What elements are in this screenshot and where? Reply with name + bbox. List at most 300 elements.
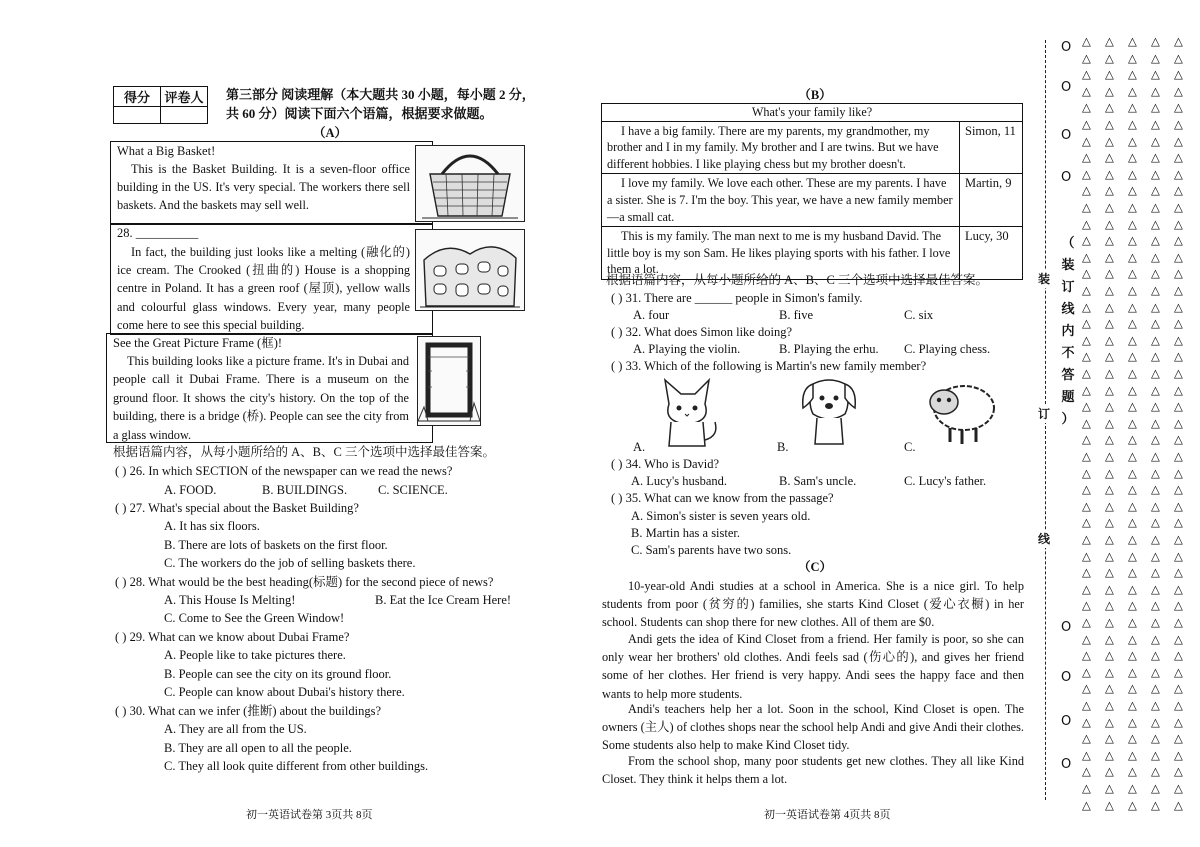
triangle-mark: △	[1174, 133, 1183, 148]
triangle-mark: △	[1128, 747, 1137, 762]
triangle-mark: △	[1082, 166, 1091, 181]
triangle-mark: △	[1105, 648, 1114, 663]
triangle-mark: △	[1082, 465, 1091, 480]
triangle-mark: △	[1151, 233, 1160, 248]
q31-option-b[interactable]: B. five	[779, 308, 814, 322]
triangle-mark: △	[1128, 515, 1137, 530]
q30-option-b[interactable]: B. They are all open to all the people.	[164, 741, 352, 755]
triangle-mark: △	[1174, 532, 1183, 546]
triangle-mark: △	[1105, 465, 1114, 480]
triangle-mark: △	[1082, 399, 1091, 414]
triangle-mark: △	[1105, 117, 1114, 131]
triangle-mark: △	[1082, 266, 1091, 281]
triangle-mark: △	[1151, 183, 1160, 198]
triangle-mark: △	[1151, 598, 1160, 613]
triangle-mark: △	[1082, 747, 1091, 762]
triangle-mark: △	[1174, 449, 1183, 463]
triangle-mark: △	[1151, 465, 1160, 480]
triangle-mark: △	[1082, 698, 1091, 712]
triangle-mark: △	[1174, 797, 1183, 812]
triangle-mark: △	[1174, 399, 1183, 414]
q34-option-a[interactable]: A. Lucy's husband.	[631, 474, 727, 488]
q26-option-a[interactable]: A. FOOD.	[164, 483, 217, 497]
q29-option-a[interactable]: A. People like to take pictures there.	[164, 648, 346, 662]
binding-char: 内	[1061, 323, 1075, 338]
triangle-mark: △	[1082, 498, 1091, 513]
binding-side-char: 线	[1038, 532, 1051, 546]
triangle-mark: △	[1105, 83, 1114, 98]
triangle-mark: △	[1105, 698, 1114, 712]
q35-option-b[interactable]: B. Martin has a sister.	[631, 526, 741, 540]
dog-image[interactable]	[797, 374, 863, 448]
q33-option-a[interactable]: A.	[633, 440, 646, 454]
triangle-mark: △	[1174, 50, 1183, 65]
question-26[interactable]: ( ) 26. In which SECTION of the newspaper can we read the news?	[115, 464, 453, 478]
triangle-mark: △	[1105, 332, 1114, 347]
triangle-mark: △	[1105, 166, 1114, 181]
triangle-mark: △	[1128, 266, 1137, 281]
triangle-mark: △	[1174, 548, 1183, 563]
table-row	[602, 121, 1023, 174]
triangle-mark: △	[1151, 681, 1160, 696]
triangle-mark: △	[1128, 449, 1137, 463]
triangle-mark: △	[1174, 216, 1183, 231]
box3-text: This building looks like a picture frame. It's in Dubai and people call it Dubai Frame. There is a museum on the ground floor. It shows the city's history. On the top of the building, there is a bridge (桥). People can see the city from a glass window.	[113, 354, 409, 442]
triangle-mark: △	[1105, 266, 1114, 281]
triangle-mark: △	[1128, 498, 1137, 513]
q34-option-b[interactable]: B. Sam's uncle.	[779, 474, 857, 488]
triangle-mark: △	[1128, 133, 1137, 148]
triangle-mark: △	[1105, 432, 1114, 447]
triangle-mark: △	[1105, 67, 1114, 82]
triangle-mark: △	[1128, 34, 1137, 48]
triangle-mark: △	[1128, 764, 1137, 779]
triangle-mark: △	[1082, 664, 1091, 679]
triangle-mark: △	[1082, 100, 1091, 115]
question-33[interactable]: ( ) 33. Which of the following is Martin's new family member?	[611, 359, 927, 373]
triangle-mark: △	[1174, 498, 1183, 513]
footer-page-4: 初一英语试卷第 4页共 8页	[764, 809, 891, 821]
circle-mark: O	[1061, 757, 1072, 772]
triangle-mark: △	[1151, 117, 1160, 131]
triangle-mark: △	[1082, 150, 1091, 165]
triangle-mark: △	[1128, 299, 1137, 314]
section-c-title: （C）	[797, 560, 833, 574]
triangle-mark: △	[1128, 200, 1137, 214]
triangle-mark: △	[1151, 764, 1160, 779]
crooked-house-image	[415, 229, 525, 311]
lucy-name: Lucy, 30	[960, 227, 1023, 280]
triangle-mark: △	[1082, 183, 1091, 198]
cat-image[interactable]	[655, 374, 721, 448]
score-label: 得分	[114, 87, 161, 107]
triangle-mark: △	[1105, 781, 1114, 795]
triangle-mark: △	[1128, 465, 1137, 480]
sheep-image[interactable]	[922, 374, 998, 448]
q31-option-a[interactable]: A. four	[633, 308, 670, 322]
triangle-mark: △	[1174, 631, 1183, 646]
circle-mark: O	[1061, 80, 1072, 95]
triangle-mark: △	[1174, 183, 1183, 198]
triangle-mark: △	[1174, 83, 1183, 98]
triangle-mark: △	[1128, 216, 1137, 231]
triangle-mark: △	[1151, 249, 1160, 264]
triangle-mark: △	[1105, 366, 1114, 380]
triangle-mark: △	[1082, 449, 1091, 463]
triangle-mark: △	[1128, 349, 1137, 364]
triangle-mark: △	[1174, 648, 1183, 663]
triangle-mark: △	[1128, 399, 1137, 414]
triangle-mark: △	[1082, 216, 1091, 231]
q34-option-c[interactable]: C. Lucy's father.	[904, 474, 987, 488]
triangle-mark: △	[1082, 432, 1091, 447]
triangle-mark: △	[1082, 482, 1091, 497]
triangle-mark: △	[1174, 382, 1183, 397]
triangle-mark: △	[1151, 200, 1160, 214]
triangle-mark: △	[1082, 598, 1091, 613]
question-35[interactable]: ( ) 35. What can we know from the passage?	[611, 491, 834, 505]
triangle-mark: △	[1128, 183, 1137, 198]
triangle-mark: △	[1151, 581, 1160, 596]
triangle-mark: △	[1128, 598, 1137, 613]
triangle-mark: △	[1151, 515, 1160, 530]
triangle-mark: △	[1151, 166, 1160, 181]
section-a-title: （A）	[312, 126, 348, 140]
triangle-mark: △	[1151, 100, 1160, 115]
triangle-mark: △	[1105, 714, 1114, 729]
triangle-mark: △	[1105, 631, 1114, 646]
question-29[interactable]: ( ) 29. What can we know about Dubai Frame?	[115, 630, 350, 644]
triangle-mark: △	[1151, 34, 1160, 48]
triangle-mark: △	[1082, 781, 1091, 795]
triangle-mark: △	[1082, 283, 1091, 297]
section-b-title: （B）	[798, 88, 832, 102]
q33-option-b[interactable]: B.	[777, 440, 789, 454]
simon-text: I have a big family. There are my parents, my grandmother, my brother and I in my family. My brother and I are twins. But we have different hobbies. I like playing chess but my brother doesn't.	[602, 121, 960, 174]
triangle-mark: △	[1105, 797, 1114, 812]
triangle-mark: △	[1105, 50, 1114, 65]
part-heading-line-2: 共 60 分）阅读下面六个语篇，根据要求做题。	[226, 106, 493, 121]
part-heading-line-1: 第三部分 阅读理解（本大题共 30 小题，每小题 2 分，	[226, 87, 535, 102]
triangle-mark: △	[1082, 731, 1091, 746]
question-27[interactable]: ( ) 27. What's special about the Basket Building?	[115, 501, 359, 515]
triangle-mark: △	[1174, 34, 1183, 48]
triangle-mark: △	[1174, 714, 1183, 729]
question-30[interactable]: ( ) 30. What can we infer (推断) about the buildings?	[115, 704, 382, 718]
q28-option-a[interactable]: A. This House Is Melting!	[164, 593, 296, 607]
triangle-mark: △	[1151, 399, 1160, 414]
q29-option-c[interactable]: C. People can know about Dubai's history there.	[164, 685, 405, 699]
triangle-mark: △	[1082, 349, 1091, 364]
family-table	[601, 103, 1023, 280]
triangle-mark: △	[1082, 249, 1091, 264]
triangle-mark: △	[1151, 382, 1160, 397]
circle-mark: O	[1061, 620, 1072, 635]
box2-heading-blank[interactable]: 28. __________	[117, 226, 199, 240]
triangle-mark: △	[1082, 34, 1091, 48]
triangle-mark: △	[1128, 532, 1137, 546]
triangle-mark: △	[1128, 698, 1137, 712]
triangle-mark: △	[1174, 747, 1183, 762]
q27-option-a[interactable]: A. It has six floors.	[164, 519, 260, 533]
dubai-frame-image	[417, 336, 481, 426]
triangle-mark: △	[1105, 598, 1114, 613]
triangle-mark: △	[1174, 117, 1183, 131]
passage-c-paragraph-4: From the school shop, many poor students get new clothes. They all like Kind Closet. They think it helps them a lot.	[602, 754, 1024, 787]
triangle-mark: △	[1105, 200, 1114, 214]
grader-cell[interactable]	[161, 107, 208, 124]
triangle-mark: △	[1082, 67, 1091, 82]
instructions-b: 根据语篇内容，从每小题所给的 A、B、C 三个选项中选择最佳答案。	[606, 273, 988, 287]
passage-c-paragraph-2: Andi gets the idea of Kind Closet from a friend. Her family is poor, so she can only wear her brothers' old clothes. Andi feels sad (伤心的), and gives her friend some of her clothes. Her friend is very happy. Andi sees the happy face and then wants to help more students.	[602, 632, 1024, 701]
triangle-mark: △	[1082, 415, 1091, 430]
triangle-mark: △	[1105, 233, 1114, 248]
triangle-mark: △	[1105, 664, 1114, 679]
triangle-mark: △	[1128, 117, 1137, 131]
triangle-mark: △	[1174, 581, 1183, 596]
triangle-mark: △	[1151, 283, 1160, 297]
circle-mark: O	[1061, 670, 1072, 685]
triangle-mark: △	[1082, 548, 1091, 563]
simon-name: Simon, 11	[960, 121, 1023, 174]
triangle-mark: △	[1174, 515, 1183, 530]
triangle-mark: △	[1105, 581, 1114, 596]
triangle-mark: △	[1128, 781, 1137, 795]
triangle-mark: △	[1151, 482, 1160, 497]
triangle-mark: △	[1151, 83, 1160, 98]
q27-option-b[interactable]: B. There are lots of baskets on the first floor.	[164, 538, 388, 552]
triangle-mark: △	[1082, 532, 1091, 546]
triangle-mark: △	[1128, 382, 1137, 397]
triangle-mark: △	[1105, 100, 1114, 115]
triangle-mark: △	[1174, 598, 1183, 613]
score-cell[interactable]	[114, 107, 161, 124]
triangle-mark: △	[1128, 482, 1137, 497]
triangle-mark: △	[1151, 631, 1160, 646]
triangle-mark: △	[1128, 731, 1137, 746]
binding-side-char: 订	[1038, 407, 1051, 421]
triangle-mark: △	[1128, 581, 1137, 596]
triangle-mark: △	[1151, 498, 1160, 513]
triangle-mark: △	[1105, 382, 1114, 397]
table-row	[602, 174, 1023, 227]
triangle-mark: △	[1174, 698, 1183, 712]
q28-option-c[interactable]: C. Come to See the Green Window!	[164, 611, 345, 625]
triangle-mark: △	[1151, 415, 1160, 430]
q27-option-c[interactable]: C. The workers do the job of selling baskets there.	[164, 556, 416, 570]
triangle-mark: △	[1174, 200, 1183, 214]
footer-page-3: 初一英语试卷第 3页共 8页	[246, 809, 373, 821]
triangle-mark: △	[1151, 299, 1160, 314]
basket-building-image	[415, 145, 525, 222]
triangle-mark: △	[1105, 283, 1114, 297]
triangle-mark: △	[1151, 714, 1160, 729]
triangle-mark: △	[1082, 797, 1091, 812]
grader-label: 评卷人	[161, 87, 208, 107]
triangle-mark: △	[1082, 50, 1091, 65]
triangle-mark: △	[1128, 631, 1137, 646]
triangle-mark: △	[1128, 50, 1137, 65]
binding-char: 答	[1061, 367, 1075, 382]
triangle-mark: △	[1105, 349, 1114, 364]
triangle-mark: △	[1082, 133, 1091, 148]
q35-option-c[interactable]: C. Sam's parents have two sons.	[631, 543, 792, 557]
score-table	[113, 86, 208, 124]
question-28[interactable]: ( ) 28. What would be the best heading(标题) for the second piece of news?	[115, 575, 494, 589]
circle-mark: O	[1061, 714, 1072, 729]
triangle-mark: △	[1105, 681, 1114, 696]
passage-c-paragraph-3: Andi's teachers help her a lot. Soon in the school, Kind Closet is open. The owners (主人) of clothes shops near the school help Andi and give Andi their clothes. Some students also help to make Kind Closet tidy.	[602, 702, 1024, 753]
triangle-mark: △	[1151, 316, 1160, 331]
triangle-mark: △	[1128, 283, 1137, 297]
triangle-mark: △	[1151, 532, 1160, 546]
triangle-mark: △	[1151, 349, 1160, 364]
triangle-mark: △	[1128, 332, 1137, 347]
triangle-mark: △	[1151, 67, 1160, 82]
circle-mark: O	[1061, 170, 1072, 185]
triangle-mark: △	[1128, 797, 1137, 812]
lucy-text: This is my family. The man next to me is my husband David. The little boy is my son Sam. He likes playing sports with his father. I love them a lot.	[602, 227, 960, 280]
martin-name: Martin, 9	[960, 174, 1023, 227]
q29-option-b[interactable]: B. People can see the city on its ground floor.	[164, 667, 392, 681]
q32-option-c[interactable]: C. Playing chess.	[904, 342, 991, 356]
triangle-mark: △	[1105, 532, 1114, 546]
triangle-mark: △	[1128, 615, 1137, 629]
triangle-mark: △	[1105, 415, 1114, 430]
q31-option-c[interactable]: C. six	[904, 308, 934, 322]
triangle-mark: △	[1151, 150, 1160, 165]
triangle-mark: △	[1082, 299, 1091, 314]
q33-option-c[interactable]: C.	[904, 440, 916, 454]
triangle-mark: △	[1174, 67, 1183, 82]
triangle-mark: △	[1128, 83, 1137, 98]
q32-option-b[interactable]: B. Playing the erhu.	[779, 342, 879, 356]
triangle-mark: △	[1082, 581, 1091, 596]
box3-title: See the Great Picture Frame (框)!	[113, 336, 283, 350]
triangle-mark: △	[1151, 216, 1160, 231]
triangle-mark: △	[1128, 664, 1137, 679]
triangle-mark: △	[1151, 266, 1160, 281]
triangle-mark: △	[1174, 764, 1183, 779]
triangle-mark: △	[1082, 648, 1091, 663]
triangle-mark: △	[1174, 299, 1183, 314]
triangle-mark: △	[1128, 166, 1137, 181]
triangle-mark: △	[1128, 233, 1137, 248]
question-34[interactable]: ( ) 34. Who is David?	[611, 457, 720, 471]
triangle-mark: △	[1174, 565, 1183, 580]
triangle-mark: △	[1128, 67, 1137, 82]
triangle-mark: △	[1151, 432, 1160, 447]
triangle-mark: △	[1082, 681, 1091, 696]
triangle-mark: △	[1105, 498, 1114, 513]
triangle-mark: △	[1174, 233, 1183, 248]
triangle-mark: △	[1105, 449, 1114, 463]
triangle-mark: △	[1105, 133, 1114, 148]
question-31[interactable]: ( ) 31. There are ______ people in Simon's family.	[611, 291, 863, 305]
triangle-mark: △	[1151, 648, 1160, 663]
triangle-mark: △	[1082, 382, 1091, 397]
triangle-mark: △	[1151, 366, 1160, 380]
triangle-mark: △	[1151, 615, 1160, 629]
triangle-mark: △	[1174, 731, 1183, 746]
triangle-mark: △	[1082, 332, 1091, 347]
triangle-mark: △	[1174, 266, 1183, 281]
martin-text: I love my family. We love each other. These are my parents. I have a sister. She is 7. I'm the boy. This year, we have a new family member—a small cat.	[602, 174, 960, 227]
binding-symbol-field	[1055, 30, 1200, 810]
triangle-mark: △	[1174, 781, 1183, 795]
triangle-mark: △	[1105, 565, 1114, 580]
triangle-mark: △	[1151, 731, 1160, 746]
triangle-mark: △	[1174, 681, 1183, 696]
triangle-mark: △	[1174, 166, 1183, 181]
triangle-mark: △	[1105, 515, 1114, 530]
triangle-mark: △	[1128, 548, 1137, 563]
triangle-mark: △	[1128, 681, 1137, 696]
q26-option-c[interactable]: C. SCIENCE.	[378, 483, 448, 497]
triangle-mark: △	[1174, 332, 1183, 347]
circle-mark: O	[1061, 40, 1072, 55]
triangle-mark: △	[1105, 316, 1114, 331]
q26-option-b[interactable]: B. BUILDINGS.	[262, 483, 348, 497]
triangle-mark: △	[1128, 150, 1137, 165]
q30-option-c[interactable]: C. They all look quite different from other buildings.	[164, 759, 429, 773]
triangle-mark: △	[1105, 34, 1114, 48]
triangle-mark: △	[1105, 216, 1114, 231]
triangle-mark: △	[1082, 233, 1091, 248]
triangle-mark: △	[1174, 316, 1183, 331]
triangle-mark: △	[1082, 615, 1091, 629]
family-table-header: What's your family like?	[602, 104, 1023, 122]
triangle-mark: △	[1151, 548, 1160, 563]
triangle-mark: △	[1128, 565, 1137, 580]
triangle-mark: △	[1105, 764, 1114, 779]
triangle-mark: △	[1128, 714, 1137, 729]
q35-option-a[interactable]: A. Simon's sister is seven years old.	[631, 509, 811, 523]
triangle-mark: △	[1174, 664, 1183, 679]
triangle-mark: △	[1151, 797, 1160, 812]
passage-c-paragraph-1: 10-year-old Andi studies at a school in America. She is a nice girl. To help students from poor (贫穷的) families, she starts Kind Closet (爱心衣橱) in her school. Students can shop there for new clothes. All of them are $0.	[602, 579, 1024, 630]
binding-char: ）	[1061, 411, 1075, 426]
triangle-mark: △	[1082, 366, 1091, 380]
box1-text: This is the Basket Building. It is a seven-floor office building in the US. It's very special. The workers there sell baskets. And the baskets may sell well.	[117, 162, 410, 213]
triangle-mark: △	[1151, 565, 1160, 580]
triangle-mark: △	[1151, 133, 1160, 148]
binding-char: 线	[1061, 301, 1075, 316]
box2-text: In fact, the building just looks like a melting (融化的) ice cream. The Crooked (扭曲的) House is a shopping centre in Poland. It has a green roof (屋顶), yellow walls and colourful glass windows. Every year, many people come here to see this special building.	[117, 245, 410, 332]
triangle-mark: △	[1128, 316, 1137, 331]
q30-option-a[interactable]: A. They are all from the US.	[164, 722, 307, 736]
triangle-mark: △	[1105, 249, 1114, 264]
q32-option-a[interactable]: A. Playing the violin.	[633, 342, 741, 356]
question-32[interactable]: ( ) 32. What does Simon like doing?	[611, 325, 792, 339]
triangle-mark: △	[1151, 664, 1160, 679]
box1-title: What a Big Basket!	[117, 144, 216, 158]
triangle-mark: △	[1105, 731, 1114, 746]
triangle-mark: △	[1151, 332, 1160, 347]
binding-char: 不	[1061, 345, 1075, 360]
triangle-mark: △	[1174, 432, 1183, 447]
triangle-mark: △	[1082, 515, 1091, 530]
instructions-a: 根据语篇内容，从每小题所给的 A、B、C 三个选项中选择最佳答案。	[113, 445, 495, 459]
triangle-mark: △	[1082, 200, 1091, 214]
triangle-mark: △	[1082, 714, 1091, 729]
triangle-mark: △	[1174, 482, 1183, 497]
q28-option-b[interactable]: B. Eat the Ice Cream Here!	[375, 593, 512, 607]
triangle-mark: △	[1105, 747, 1114, 762]
triangle-mark: △	[1105, 183, 1114, 198]
triangle-mark: △	[1151, 50, 1160, 65]
triangle-mark: △	[1151, 698, 1160, 712]
